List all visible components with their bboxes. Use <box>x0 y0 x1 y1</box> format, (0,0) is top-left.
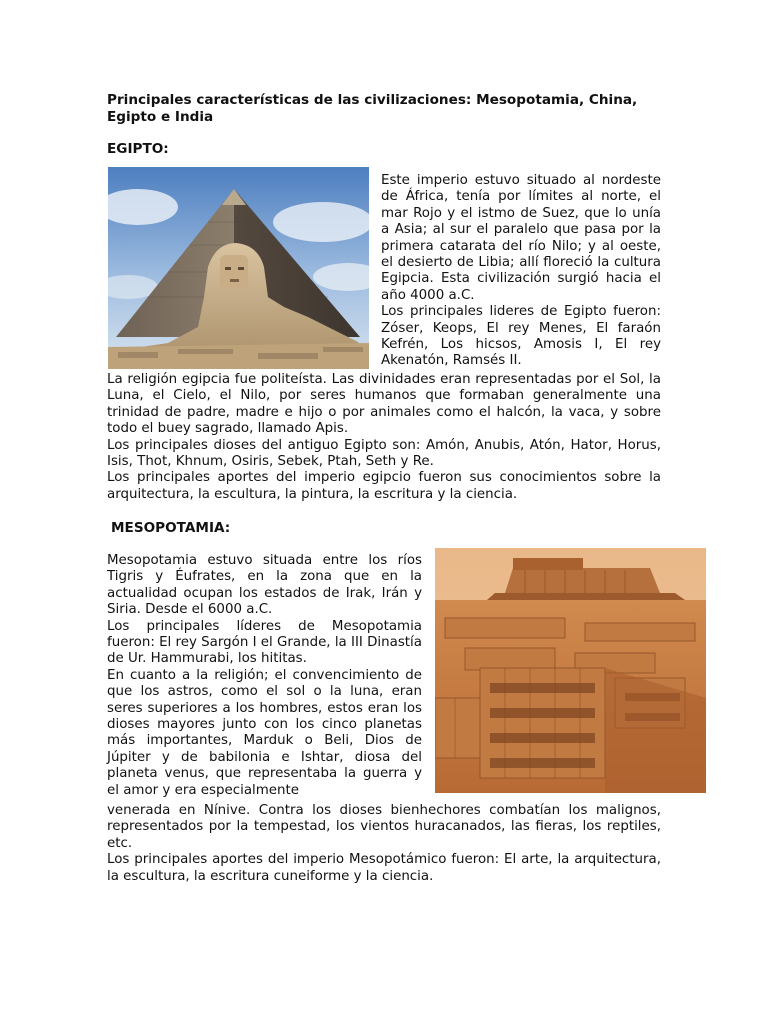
egipto-full-text <box>107 372 661 503</box>
egipto-location-paragraph: Este imperio estuvo situado al nordeste de África, tenía por límites al norte, el mar Rojo y el istmo de Suez, que lo unía a Asia; al sur el paralelo que pasa por la primera catarata del río Nilo; y al oeste, el desierto de Libia; allí floreció la cultura Egipcia. Esta civilización surgió hacia el año 4000 a.C. <box>381 173 661 303</box>
mesopotamia-religion-paragraph: En cuanto a la religión; el convencimiento de que los astros, como el sol o la luna, eran seres superiores a los hombres, estos eran los dioses mayores junto con los cinco planetas más importantes, Marduk o Beli, Dios de Júpiter y de babilonia e Ishtar, diosa del planeta venus, que representaba la guerra y el amor y era especialmente <box>107 667 422 798</box>
ziggurat-ruins-photo <box>435 548 706 793</box>
mesopotamia-leaders-paragraph: Los principales líderes de Mesopotamia fueron: El rey Sargón I el Grande, la III Dinastía de Ur. Hammurabi, los hititas. <box>107 618 422 667</box>
mesopotamia-religion-continued-paragraph: venerada en Nínive. Contra los dioses bienhechores combatían los malignos, representados por la tempestad, los vientos huracanados, las fieras, los reptiles, etc. <box>107 803 661 851</box>
egipto-contributions-paragraph: Los principales aportes del imperio egipcio fueron sus conocimientos sobre la arquitectura, la escultura, la pintura, la escritura y la ciencia. <box>107 470 661 502</box>
mesopotamia-location-paragraph: Mesopotamia estuvo situada entre los ríos Tigris y Éufrates, en la zona que en la actualidad ocupan los estados de Irak, Irán y Siria. Desde el 6000 a.C. <box>107 553 422 618</box>
mesopotamia-side-text <box>107 553 422 799</box>
section-heading-egipto: EGIPTO: <box>107 141 169 157</box>
egipto-side-text <box>381 173 661 370</box>
mesopotamia-full-text <box>107 803 661 885</box>
egipto-religion-paragraph: La religión egipcia fue politeísta. Las divinidades eran representadas por el Sol, la Luna, el Cielo, el Nilo, por seres humanos que formaban generalmente una trinidad de padre, madre e hijo o por animales como el halcón, la vaca, y sobre todo el buey sagrado, llamado Apis. <box>107 372 661 437</box>
document-title: Principales características de las civilizaciones: Mesopotamia, China, Egipto e India <box>107 92 638 125</box>
pyramid-sphinx-photo <box>108 167 369 369</box>
section-heading-mesopotamia: MESOPOTAMIA: <box>111 520 231 536</box>
egipto-leaders-paragraph: Los principales lideres de Egipto fueron: Zóser, Keops, El rey Menes, El faraón Kefrén, Los hicsos, Amosis I, El rey Akenatón, Ramsés II. <box>381 304 661 369</box>
mesopotamia-contributions-paragraph: Los principales aportes del imperio Mesopotámico fueron: El arte, la arquitectura, la escultura, la escritura cuneiforme y la ciencia. <box>107 852 661 884</box>
egipto-gods-paragraph: Los principales dioses del antiguo Egipto son: Amón, Anubis, Atón, Hator, Horus, Isis, Thot, Khnum, Osiris, Sebek, Ptah, Seth y Re. <box>107 437 661 470</box>
